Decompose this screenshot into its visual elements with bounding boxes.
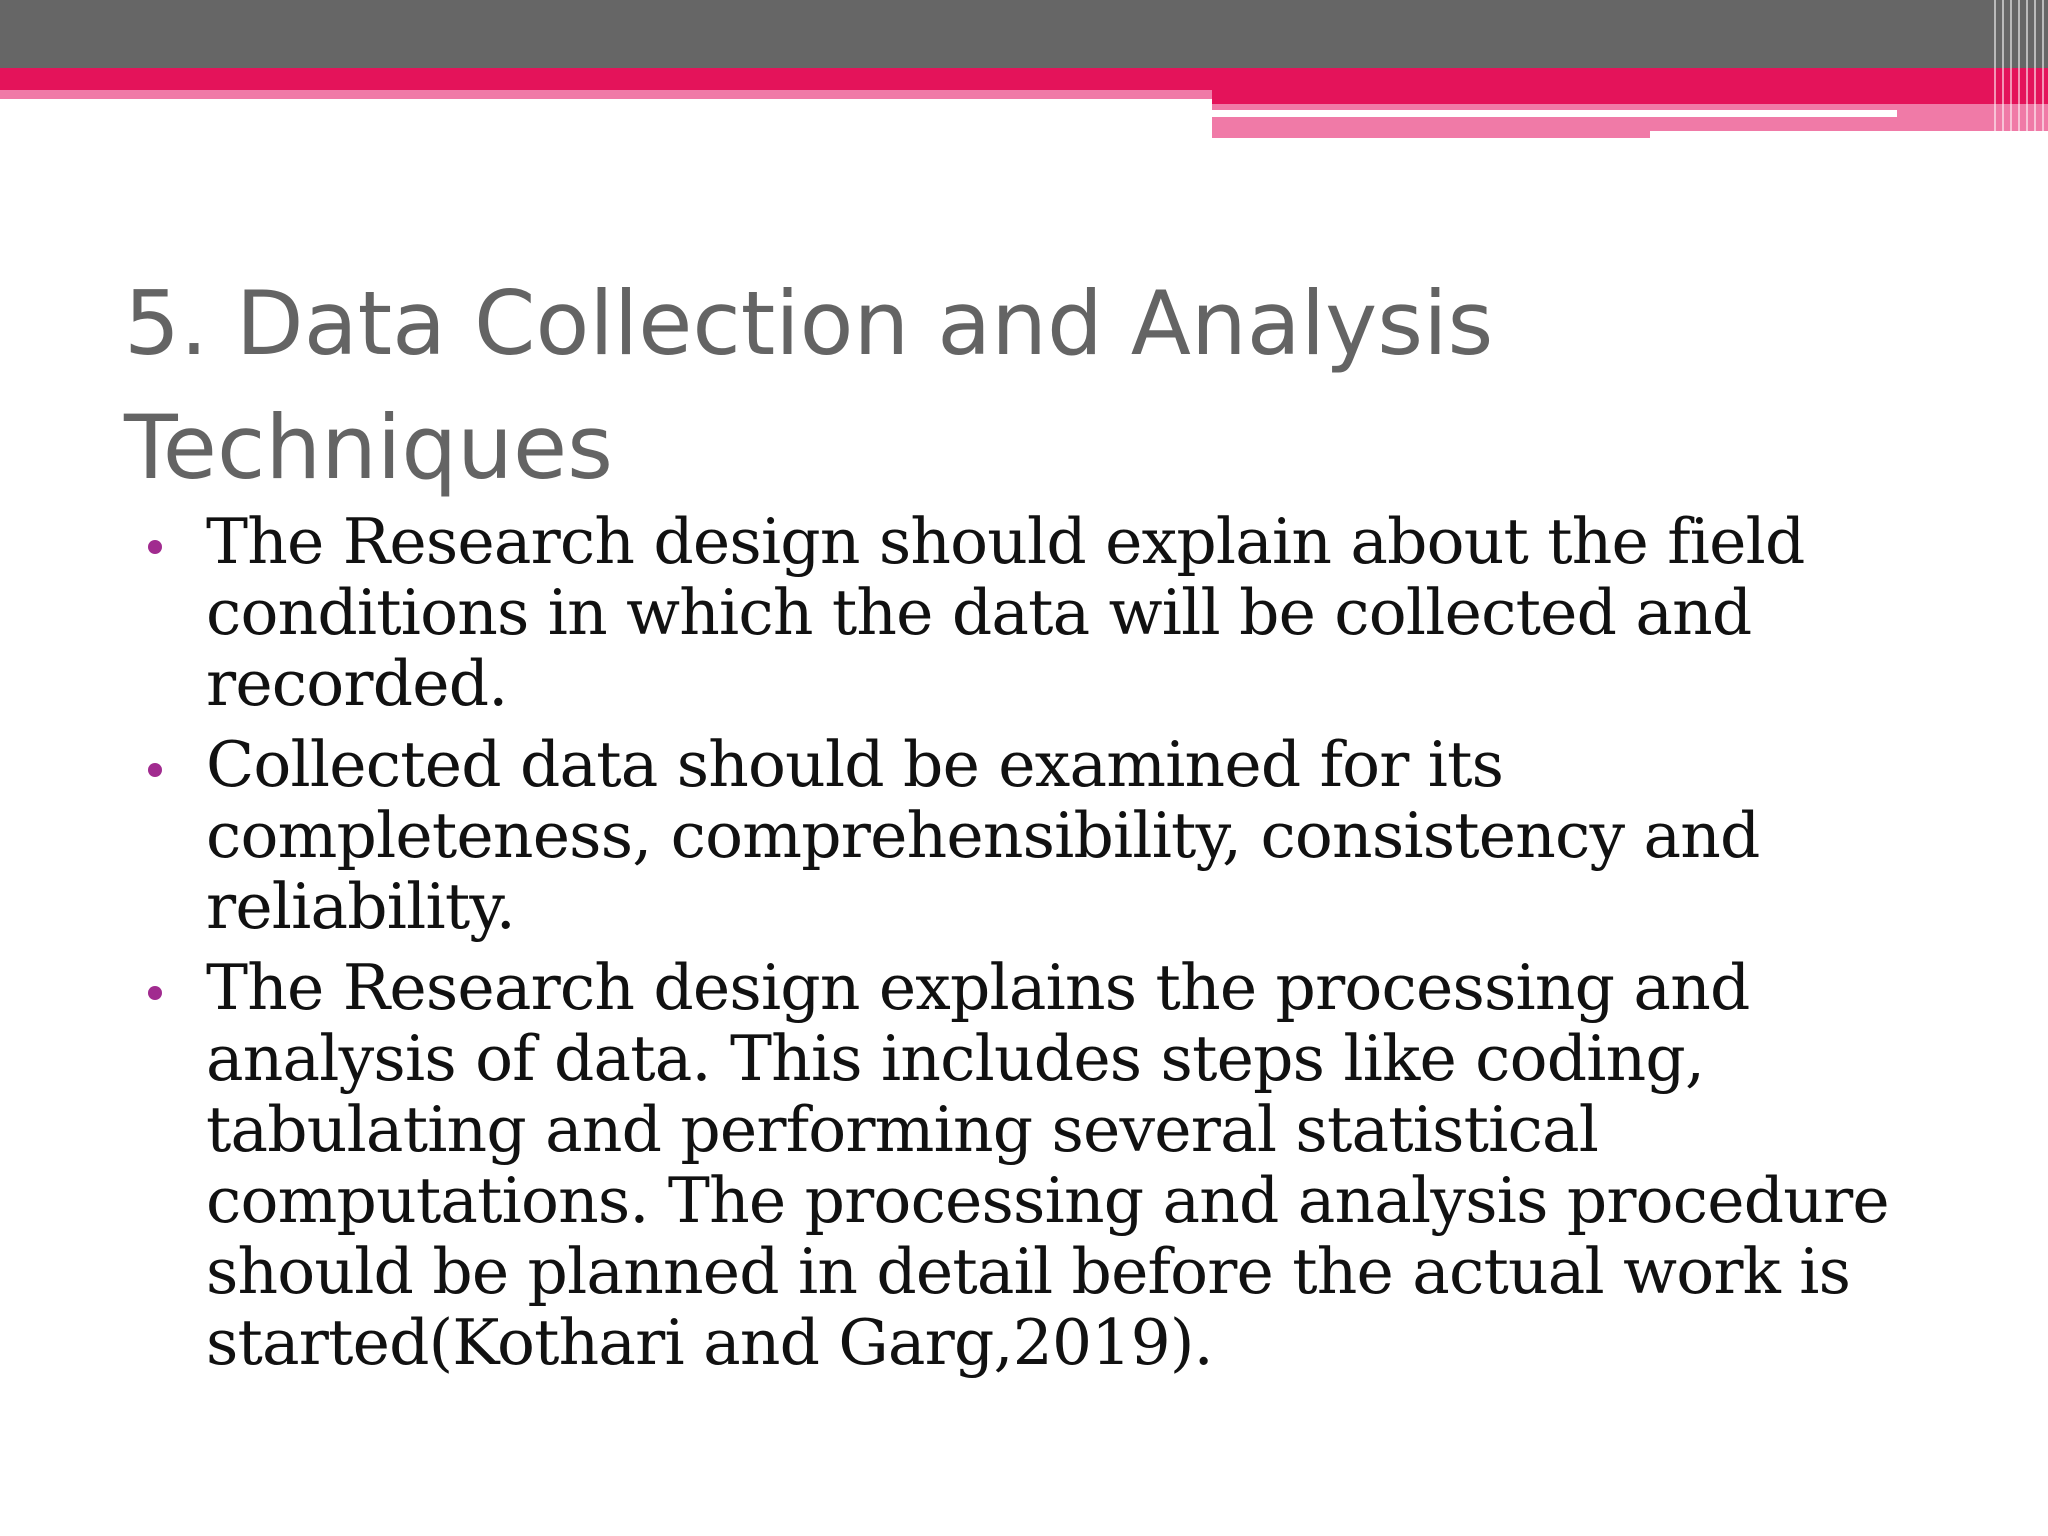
- header-gray-bar: [0, 0, 2048, 68]
- header-pink-right-block: [1212, 68, 2048, 104]
- bullet-text: The Research design explains the processing and analysis of data. This includes steps like coding, tabulating and performing several statistical computations. The processing and analysis procedure should be planned in detail before the actual work is started(Kothari and Garg,2019).: [206, 951, 1889, 1379]
- bullet-dot-icon: [148, 763, 162, 777]
- header-white-stripe: [1212, 110, 1897, 117]
- bullet-dot-icon: [148, 986, 162, 1000]
- bullet-text: The Research design should explain about the field conditions in which the data will be collected and recorded.: [206, 505, 1805, 720]
- bullet-list: [148, 506, 1948, 1388]
- bullet-item: [148, 729, 1948, 942]
- bullet-item: [148, 952, 1948, 1378]
- header-pink-light-bar: [0, 90, 1215, 99]
- header-edge-lines: [1988, 0, 2048, 138]
- header-pink-bar: [0, 68, 1215, 90]
- slide-title: 5. Data Collection and Analysis Techniques: [124, 272, 1494, 499]
- bullet-dot-icon: [148, 540, 162, 554]
- bullet-item: [148, 506, 1948, 719]
- bullet-text: Collected data should be examined for its completeness, comprehensibility, consistency and reliability.: [206, 728, 1760, 943]
